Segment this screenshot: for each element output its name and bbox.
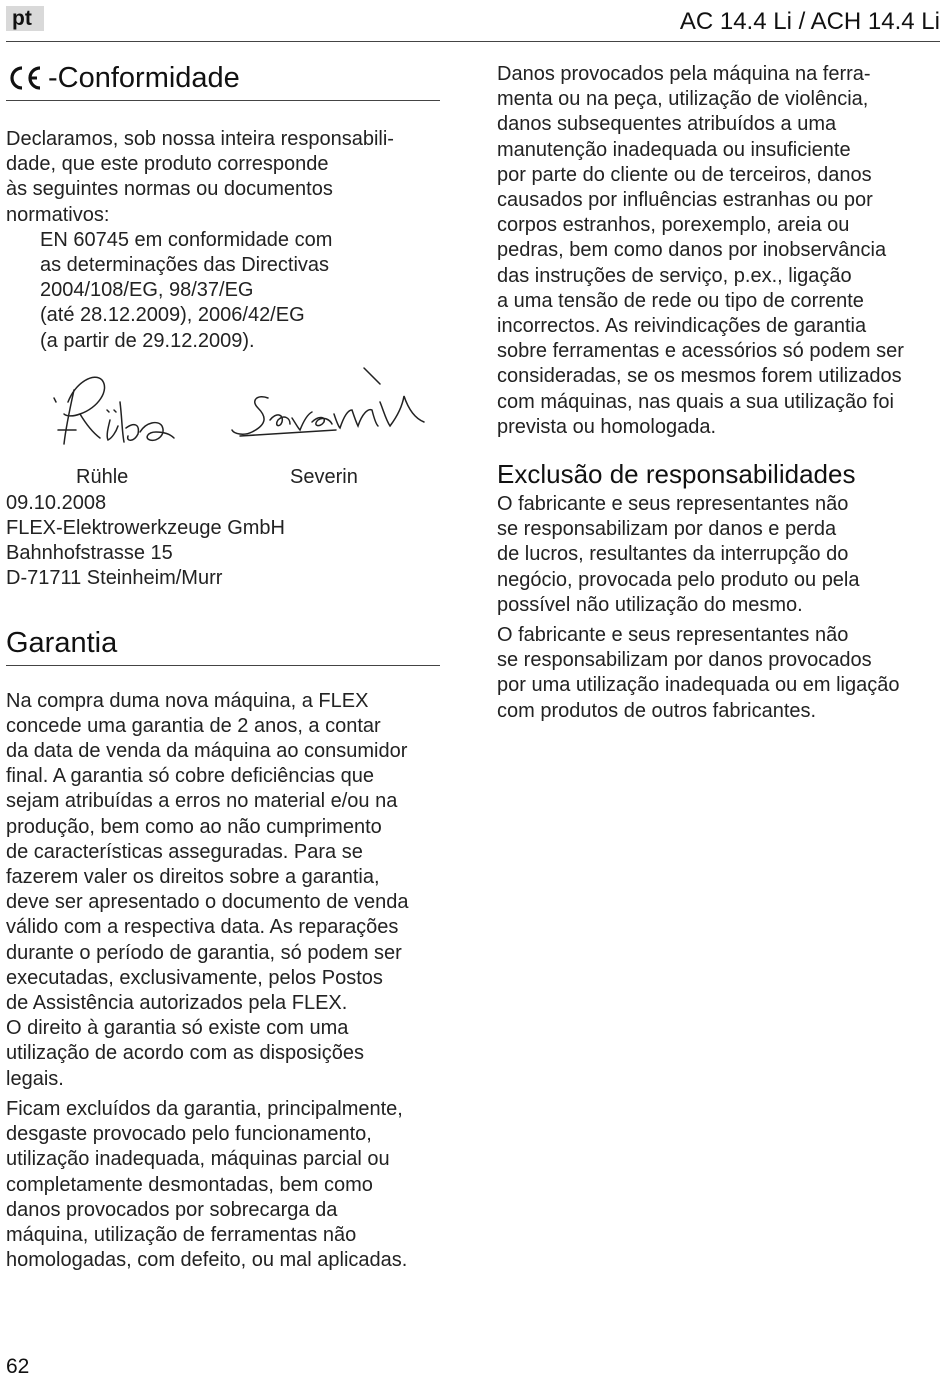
text-line: menta ou na peça, utilização de violência, bbox=[497, 88, 869, 111]
text-line: completamente desmontadas, bem como bbox=[6, 1173, 373, 1196]
conformity-divider bbox=[6, 100, 440, 101]
standards-line: (até 28.12.2009), 2006/42/EG bbox=[40, 304, 305, 327]
text-line: O direito à garantia só existe com uma bbox=[6, 1017, 349, 1040]
text-line: pedras, bem como danos por inobservância bbox=[497, 239, 887, 262]
text-line: sobre ferramentas e acessórios só podem ser bbox=[497, 340, 904, 363]
conformity-heading-text: -Conformidade bbox=[48, 61, 240, 94]
text-line: O fabricante e seus representantes não bbox=[497, 493, 849, 516]
warranty-divider bbox=[6, 665, 440, 666]
text-line: durante o período de garantia, só podem ser bbox=[6, 941, 402, 964]
text-line: O fabricante e seus representantes não bbox=[497, 624, 849, 647]
ce-mark-icon bbox=[6, 64, 44, 92]
warranty-heading: Garantia bbox=[6, 626, 118, 659]
text-line: causados por influências estranhas ou por bbox=[497, 189, 873, 212]
text-line: da data de venda da máquina ao consumidor bbox=[6, 740, 408, 763]
declaration-line: normativos: bbox=[6, 203, 110, 226]
text-line: incorrectos. As reivindicações de garantia bbox=[497, 315, 867, 338]
text-line: deve ser apresentado o documento de venda bbox=[6, 891, 409, 914]
text-line: máquina, utilização de ferramentas não bbox=[6, 1223, 357, 1246]
company-line: Bahnhofstrasse 15 bbox=[6, 542, 173, 565]
signature-severin bbox=[232, 368, 424, 436]
text-line: de Assistência autorizados pela FLEX. bbox=[6, 992, 348, 1015]
liability-paragraph bbox=[497, 623, 937, 724]
text-line: executadas, exclusivamente, pelos Postos bbox=[6, 966, 383, 989]
text-line: corpos estranhos, porexemplo, areia ou bbox=[497, 214, 850, 237]
company-line: D-71711 Steinheim/Murr bbox=[6, 567, 223, 590]
declaration-date: 09.10.2008 bbox=[6, 491, 107, 514]
right-column bbox=[497, 62, 937, 724]
text-line: fazerem valer os direitos sobre a garantia, bbox=[6, 866, 380, 889]
signer-name: Rühle bbox=[76, 465, 129, 488]
text-line: homologadas, com defeito, ou mal aplicadas. bbox=[6, 1249, 408, 1272]
text-line: final. A garantia só cobre deficiências que bbox=[6, 765, 375, 788]
declaration-line: dade, que este produto corresponde bbox=[6, 153, 329, 176]
signature-ruhle bbox=[54, 377, 174, 444]
header-divider bbox=[6, 41, 940, 42]
text-line: das instruções de serviço, p.ex., ligação bbox=[497, 264, 852, 287]
declaration-line: Declaramos, sob nossa inteira responsabili- bbox=[6, 128, 394, 150]
text-line: de características asseguradas. Para se bbox=[6, 840, 363, 863]
declaration-text bbox=[6, 127, 440, 354]
text-line: se responsabilizam por danos provocados bbox=[497, 649, 872, 672]
text-line: manutenção inadequada ou insuficiente bbox=[497, 138, 851, 161]
text-line: Na compra duma nova máquina, a FLEX bbox=[6, 689, 369, 712]
text-line: utilização de acordo com as disposições bbox=[6, 1042, 364, 1065]
signature-area bbox=[6, 362, 440, 465]
signer-names bbox=[6, 465, 440, 491]
text-line: utilização inadequada, máquinas parcial ou bbox=[6, 1148, 390, 1171]
company-block bbox=[6, 491, 440, 592]
text-line: com máquinas, nas quais a sua utilização foi bbox=[497, 390, 894, 413]
text-line: legais. bbox=[6, 1067, 64, 1090]
text-line: válido com a respectiva data. As reparações bbox=[6, 916, 399, 939]
text-line: concede uma garantia de 2 anos, a contar bbox=[6, 714, 381, 737]
standards-line: (a partir de 29.12.2009). bbox=[40, 329, 255, 352]
declaration-line: às seguintes normas ou documentos bbox=[6, 178, 333, 201]
text-line: prevista ou homologada. bbox=[497, 415, 717, 438]
text-line: danos provocados por sobrecarga da bbox=[6, 1198, 338, 1221]
liability-heading: Exclusão de responsabilidades bbox=[497, 459, 856, 490]
standards-line: EN 60745 em conformidade com bbox=[40, 228, 333, 251]
standards-line: 2004/108/EG, 98/37/EG bbox=[40, 279, 254, 302]
warranty-damage-paragraph bbox=[497, 62, 937, 440]
page-number: 62 bbox=[6, 1355, 30, 1378]
text-line: se responsabilizam por danos e perda bbox=[497, 518, 837, 541]
company-line: FLEX-Elektrowerkzeuge GmbH bbox=[6, 517, 285, 540]
warranty-exclusions-paragraph bbox=[6, 1097, 440, 1273]
liability-paragraph bbox=[497, 492, 937, 618]
text-line: produção, bem como ao não cumprimento bbox=[6, 815, 382, 838]
text-line: de lucros, resultantes da interrupção do bbox=[497, 543, 849, 566]
text-line: consideradas, se os mesmos forem utilizados bbox=[497, 365, 902, 388]
signatures-graphic bbox=[6, 362, 440, 465]
left-column bbox=[6, 58, 440, 1273]
warranty-paragraph bbox=[6, 689, 440, 1092]
text-line: Ficam excluídos da garantia, principalmente, bbox=[6, 1097, 403, 1120]
text-line: desgaste provocado pelo funcionamento, bbox=[6, 1123, 372, 1146]
text-line: por uma utilização inadequada ou em ligação bbox=[497, 674, 900, 697]
text-line: sejam atribuídas a erros no material e/ou na bbox=[6, 790, 398, 813]
text-line: por parte do cliente ou de terceiros, danos bbox=[497, 163, 872, 186]
conformity-heading bbox=[6, 58, 440, 98]
standards-line: as determinações das Directivas bbox=[40, 254, 330, 277]
language-tag: pt bbox=[6, 6, 44, 31]
text-line: com produtos de outros fabricantes. bbox=[497, 699, 817, 722]
text-line: negócio, provocada pelo produto ou pela bbox=[497, 568, 860, 591]
signer-name: Severin bbox=[290, 465, 358, 488]
text-line: Danos provocados pela máquina na ferra- bbox=[497, 63, 871, 85]
text-line: possível não utilização do mesmo. bbox=[497, 593, 803, 616]
text-line: danos subsequentes atribuídos a uma bbox=[497, 113, 837, 136]
model-title: AC 14.4 Li / ACH 14.4 Li bbox=[679, 8, 940, 35]
text-line: a uma tensão de rede ou tipo de corrente bbox=[497, 289, 864, 312]
